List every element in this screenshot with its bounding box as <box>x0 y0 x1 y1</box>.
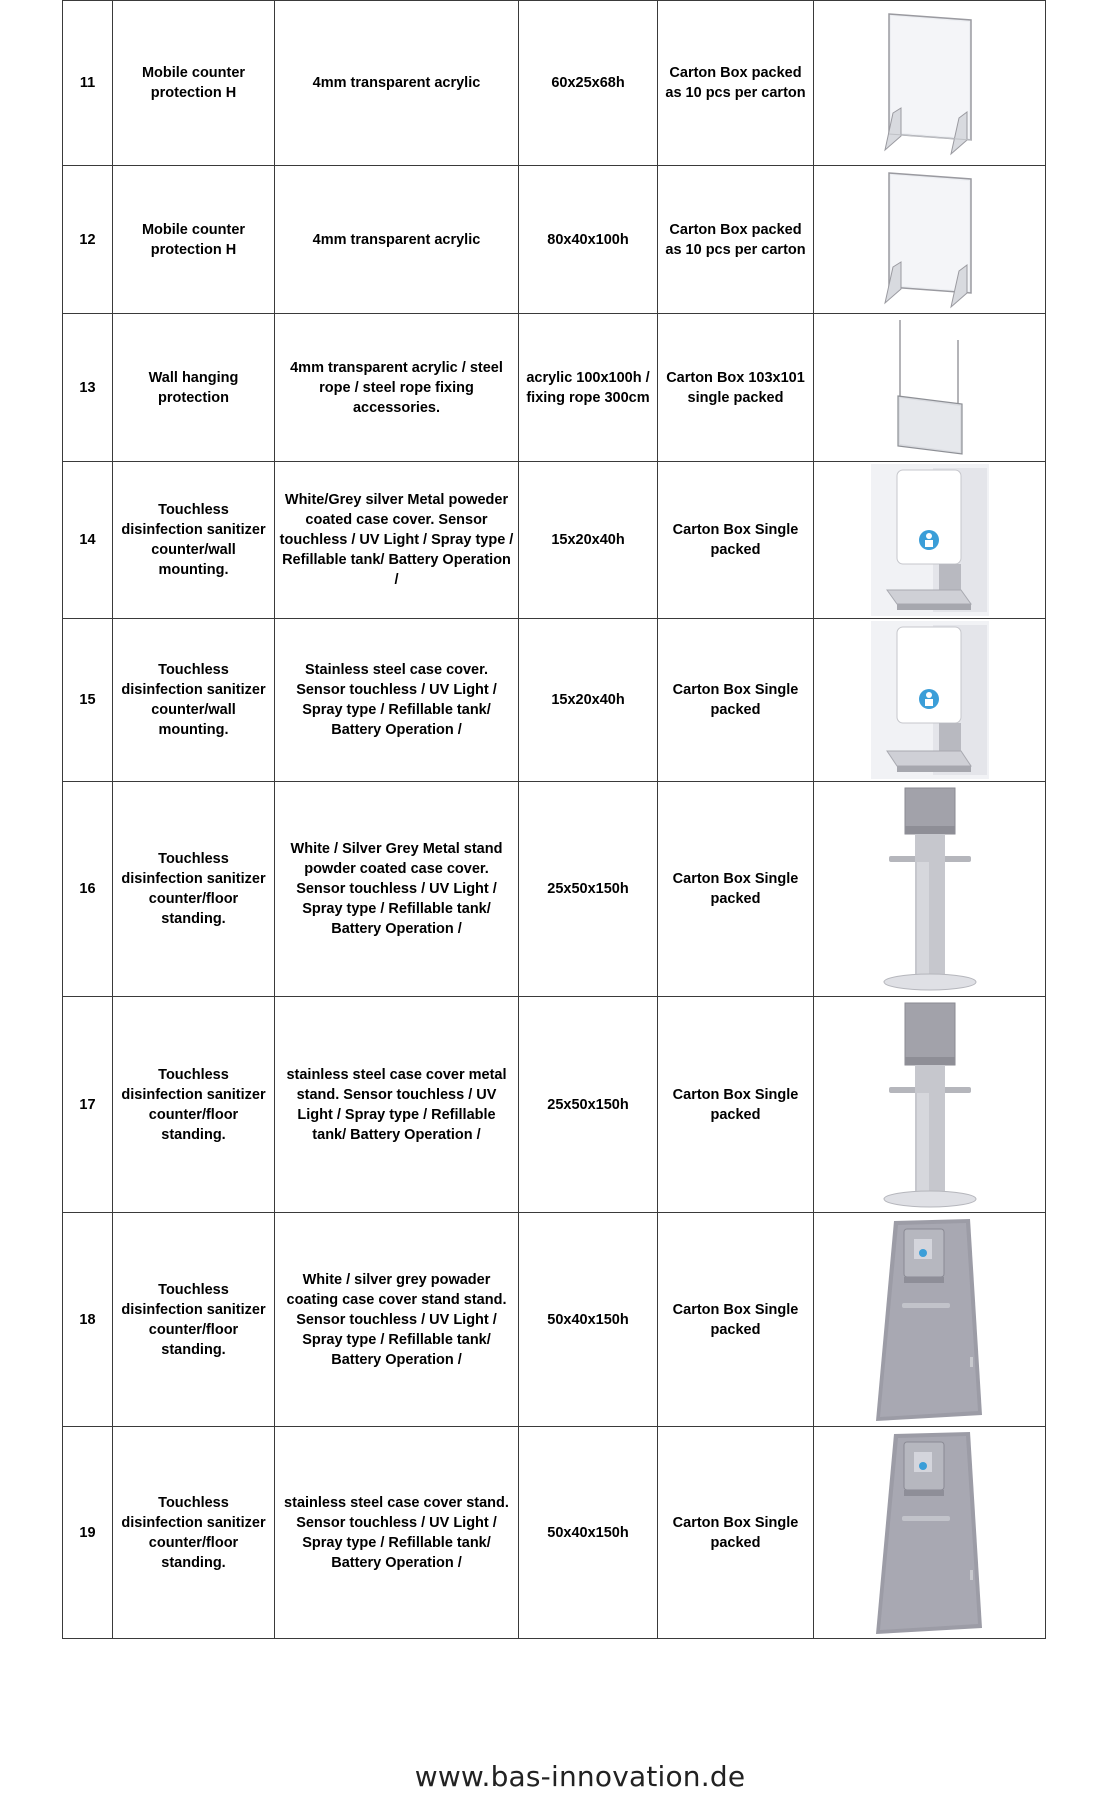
table-row <box>63 314 1046 462</box>
panel-sanitizer-stand-image <box>874 1217 986 1423</box>
product-name: Touchless disinfection sanitizer counter/floor standing. <box>113 1213 275 1427</box>
product-image-cell <box>814 782 1046 997</box>
product-material: 4mm transparent acrylic <box>275 166 519 314</box>
table-row <box>63 462 1046 619</box>
product-name: Touchless disinfection sanitizer counter/wall mounting. <box>113 462 275 619</box>
product-name: Wall hanging protection <box>113 314 275 462</box>
acrylic-counter-shield-image <box>875 8 985 158</box>
product-packaging: Carton Box Single packed <box>658 782 814 997</box>
product-dimensions: 15x20x40h <box>519 619 658 782</box>
product-dimensions: 80x40x100h <box>519 166 658 314</box>
product-dimensions: 50x40x150h <box>519 1213 658 1427</box>
product-dimensions: 25x50x150h <box>519 782 658 997</box>
product-packaging: Carton Box Single packed <box>658 997 814 1213</box>
product-packaging: Carton Box packed as 10 pcs per carton <box>658 166 814 314</box>
product-name: Touchless disinfection sanitizer counter/floor standing. <box>113 1427 275 1639</box>
product-dimensions: 25x50x150h <box>519 997 658 1213</box>
hanging-acrylic-panel-image <box>890 318 970 458</box>
product-material: White / Silver Grey Metal stand powder coated case cover. Sensor touchless / UV Light / Spray type / Refillable tank/ Battery Operation / <box>275 782 519 997</box>
product-name: Touchless disinfection sanitizer counter/wall mounting. <box>113 619 275 782</box>
item-number: 13 <box>63 314 113 462</box>
product-name: Mobile counter protection H <box>113 1 275 166</box>
item-number: 12 <box>63 166 113 314</box>
wall-sanitizer-dispenser-image <box>871 464 989 616</box>
website-url: www.bas-innovation.de <box>414 1760 746 1793</box>
item-number: 11 <box>63 1 113 166</box>
item-number: 14 <box>63 462 113 619</box>
table-row <box>63 997 1046 1213</box>
table-row <box>63 782 1046 997</box>
product-dimensions: 15x20x40h <box>519 462 658 619</box>
product-table <box>62 0 1046 1639</box>
product-packaging: Carton Box Single packed <box>658 619 814 782</box>
table-row <box>63 1427 1046 1639</box>
product-image-cell <box>814 619 1046 782</box>
product-name: Touchless disinfection sanitizer counter/floor standing. <box>113 997 275 1213</box>
product-image-cell <box>814 462 1046 619</box>
product-material: 4mm transparent acrylic / steel rope / steel rope fixing accessories. <box>275 314 519 462</box>
product-packaging: Carton Box Single packed <box>658 1427 814 1639</box>
product-material: White / silver grey powader coating case cover stand stand. Sensor touchless / UV Light / Spray type / Refillable tank/ Battery Operation / <box>275 1213 519 1427</box>
item-number: 19 <box>63 1427 113 1639</box>
product-material: White/Grey silver Metal poweder coated case cover. Sensor touchless / UV Light / Spray type / Refillable tank/ Battery Operation / <box>275 462 519 619</box>
table-row <box>63 1 1046 166</box>
product-image-cell <box>814 1213 1046 1427</box>
item-number: 17 <box>63 997 113 1213</box>
product-name: Touchless disinfection sanitizer counter/floor standing. <box>113 782 275 997</box>
item-number: 16 <box>63 782 113 997</box>
product-dimensions: acrylic 100x100h / fixing rope 300cm <box>519 314 658 462</box>
product-image-cell <box>814 1427 1046 1639</box>
product-material: stainless steel case cover stand. Sensor touchless / UV Light / Spray type / Refillable tank/ Battery Operation / <box>275 1427 519 1639</box>
item-number: 15 <box>63 619 113 782</box>
table-row <box>63 619 1046 782</box>
pole-sanitizer-stand-image <box>875 786 985 992</box>
product-material: Stainless steel case cover. Sensor touchless / UV Light / Spray type / Refillable tank/ Battery Operation / <box>275 619 519 782</box>
table-row <box>63 1213 1046 1427</box>
product-dimensions: 60x25x68h <box>519 1 658 166</box>
product-packaging: Carton Box Single packed <box>658 1213 814 1427</box>
product-material: stainless steel case cover metal stand. Sensor touchless / UV Light / Spray type / Refillable tank/ Battery Operation / <box>275 997 519 1213</box>
product-packaging: Carton Box 103x101 single packed <box>658 314 814 462</box>
panel-sanitizer-stand-image <box>874 1430 986 1636</box>
product-packaging: Carton Box Single packed <box>658 462 814 619</box>
product-name: Mobile counter protection H <box>113 166 275 314</box>
product-image-cell <box>814 1 1046 166</box>
pole-sanitizer-stand-image <box>875 1001 985 1209</box>
table-row <box>63 166 1046 314</box>
wall-sanitizer-dispenser-image <box>871 621 989 779</box>
item-number: 18 <box>63 1213 113 1427</box>
product-image-cell <box>814 314 1046 462</box>
product-image-cell <box>814 166 1046 314</box>
product-dimensions: 50x40x150h <box>519 1427 658 1639</box>
product-material: 4mm transparent acrylic <box>275 1 519 166</box>
acrylic-counter-shield-image <box>875 169 985 311</box>
product-packaging: Carton Box packed as 10 pcs per carton <box>658 1 814 166</box>
product-image-cell <box>814 997 1046 1213</box>
